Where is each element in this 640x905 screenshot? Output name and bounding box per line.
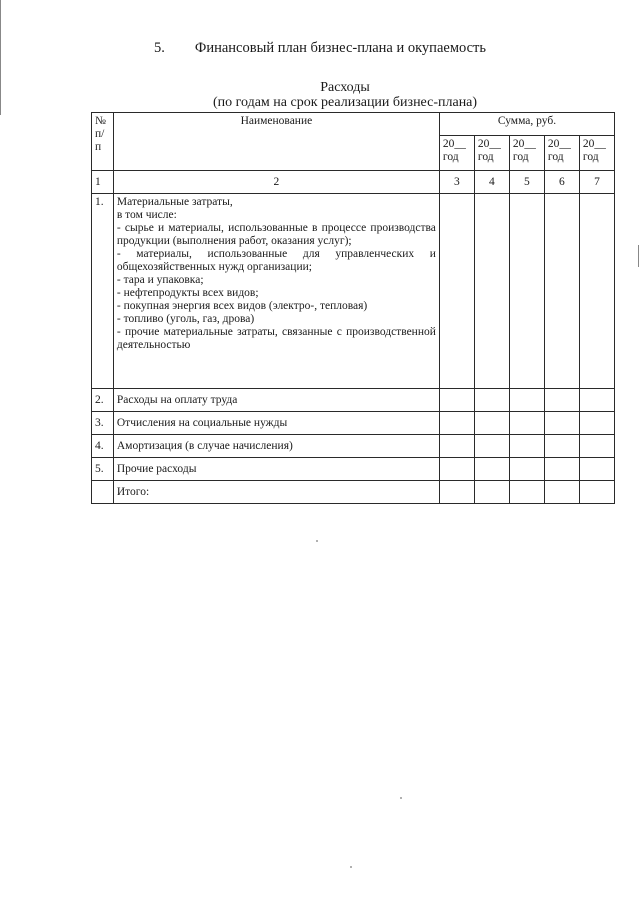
year-cell: 20__ год [439,136,474,171]
table-caption: Расходы [320,80,370,95]
amount-cell [439,435,474,458]
expenses-table [91,112,615,504]
amount-cell [474,458,509,481]
material-line: - покупная энергия всех видов (электро-, тепловая) [116,300,368,312]
amount-cell [474,389,509,412]
header-sum: Сумма, руб. [439,113,614,136]
year-cell: 20__ год [579,136,614,171]
row-num [92,481,114,504]
amount-cell [544,389,579,412]
row-name: Итого: [113,481,439,504]
table-caption-period: (по годам на срок реализации бизнес-плана) [212,95,478,110]
material-line: - прочие материальные затраты, связанные с производственной деятельностью [116,326,436,351]
material-line: - топливо (уголь, газ, дрова) [116,313,255,325]
header-num: № п/п [92,113,114,171]
material-costs-row [92,194,615,389]
row-name: Прочие расходы [113,458,439,481]
row-name: Отчисления на социальные нужды [113,412,439,435]
amount-cell [509,435,544,458]
amount-cell [544,435,579,458]
row-num: 1. [92,194,114,389]
row-name: Амортизация (в случае начисления) [113,435,439,458]
amount-cell [474,412,509,435]
amount-cell [439,389,474,412]
row-num: 5. [92,458,114,481]
index-cell: 5 [509,171,544,194]
index-row [92,171,615,194]
amount-cell [509,481,544,504]
amount-cell [579,481,614,504]
material-line: в том числе: [116,209,177,221]
header-name: Наименование [113,113,439,171]
total-row [92,481,615,504]
row-name: Расходы на оплату труда [113,389,439,412]
index-cell: 3 [439,171,474,194]
amount-cell [544,412,579,435]
material-line: Материальные затраты, [116,196,233,208]
amount-cell [474,481,509,504]
table-row [92,389,615,412]
amount-cell [509,194,544,389]
row-num: 3. [92,412,114,435]
section-title: Финансовый план бизнес-плана и окупаемость [194,40,486,56]
scan-speck [350,866,352,868]
year-cell: 20__ год [509,136,544,171]
amount-cell [509,458,544,481]
amount-cell [579,412,614,435]
amount-cell [439,194,474,389]
table-row [92,458,615,481]
year-cell: 20__ год [544,136,579,171]
table-row [92,412,615,435]
amount-cell [509,412,544,435]
amount-cell [439,458,474,481]
amount-cell [544,194,579,389]
material-line: - сырье и материалы, использованные в процессе производства продукции (выполнения работ, оказания услуг); [116,222,436,247]
amount-cell [544,458,579,481]
amount-cell [544,481,579,504]
amount-cell [579,458,614,481]
index-cell: 7 [579,171,614,194]
row-num: 2. [92,389,114,412]
amount-cell [579,194,614,389]
section-heading [0,40,640,57]
section-number: 5. [154,40,165,56]
amount-cell [509,389,544,412]
row-num: 4. [92,435,114,458]
amount-cell [439,481,474,504]
material-line: - материалы, использованные для управленческих и общехозяйственных нужд организации; [116,248,436,273]
material-costs-description [113,194,439,389]
index-cell: 1 [92,171,114,194]
amount-cell [579,435,614,458]
amount-cell [474,435,509,458]
year-cell: 20__ год [474,136,509,171]
amount-cell [439,412,474,435]
scan-edge-mark [0,0,1,115]
material-line: - нефтепродукты всех видов; [116,287,259,299]
index-cell: 2 [113,171,439,194]
table-row [92,435,615,458]
scan-speck [400,797,402,799]
scan-edge-mark [638,245,639,267]
index-cell: 4 [474,171,509,194]
header-row [92,113,615,136]
amount-cell [474,194,509,389]
amount-cell [579,389,614,412]
scan-speck [316,540,318,542]
material-line: - тара и упаковка; [116,274,204,286]
index-cell: 6 [544,171,579,194]
